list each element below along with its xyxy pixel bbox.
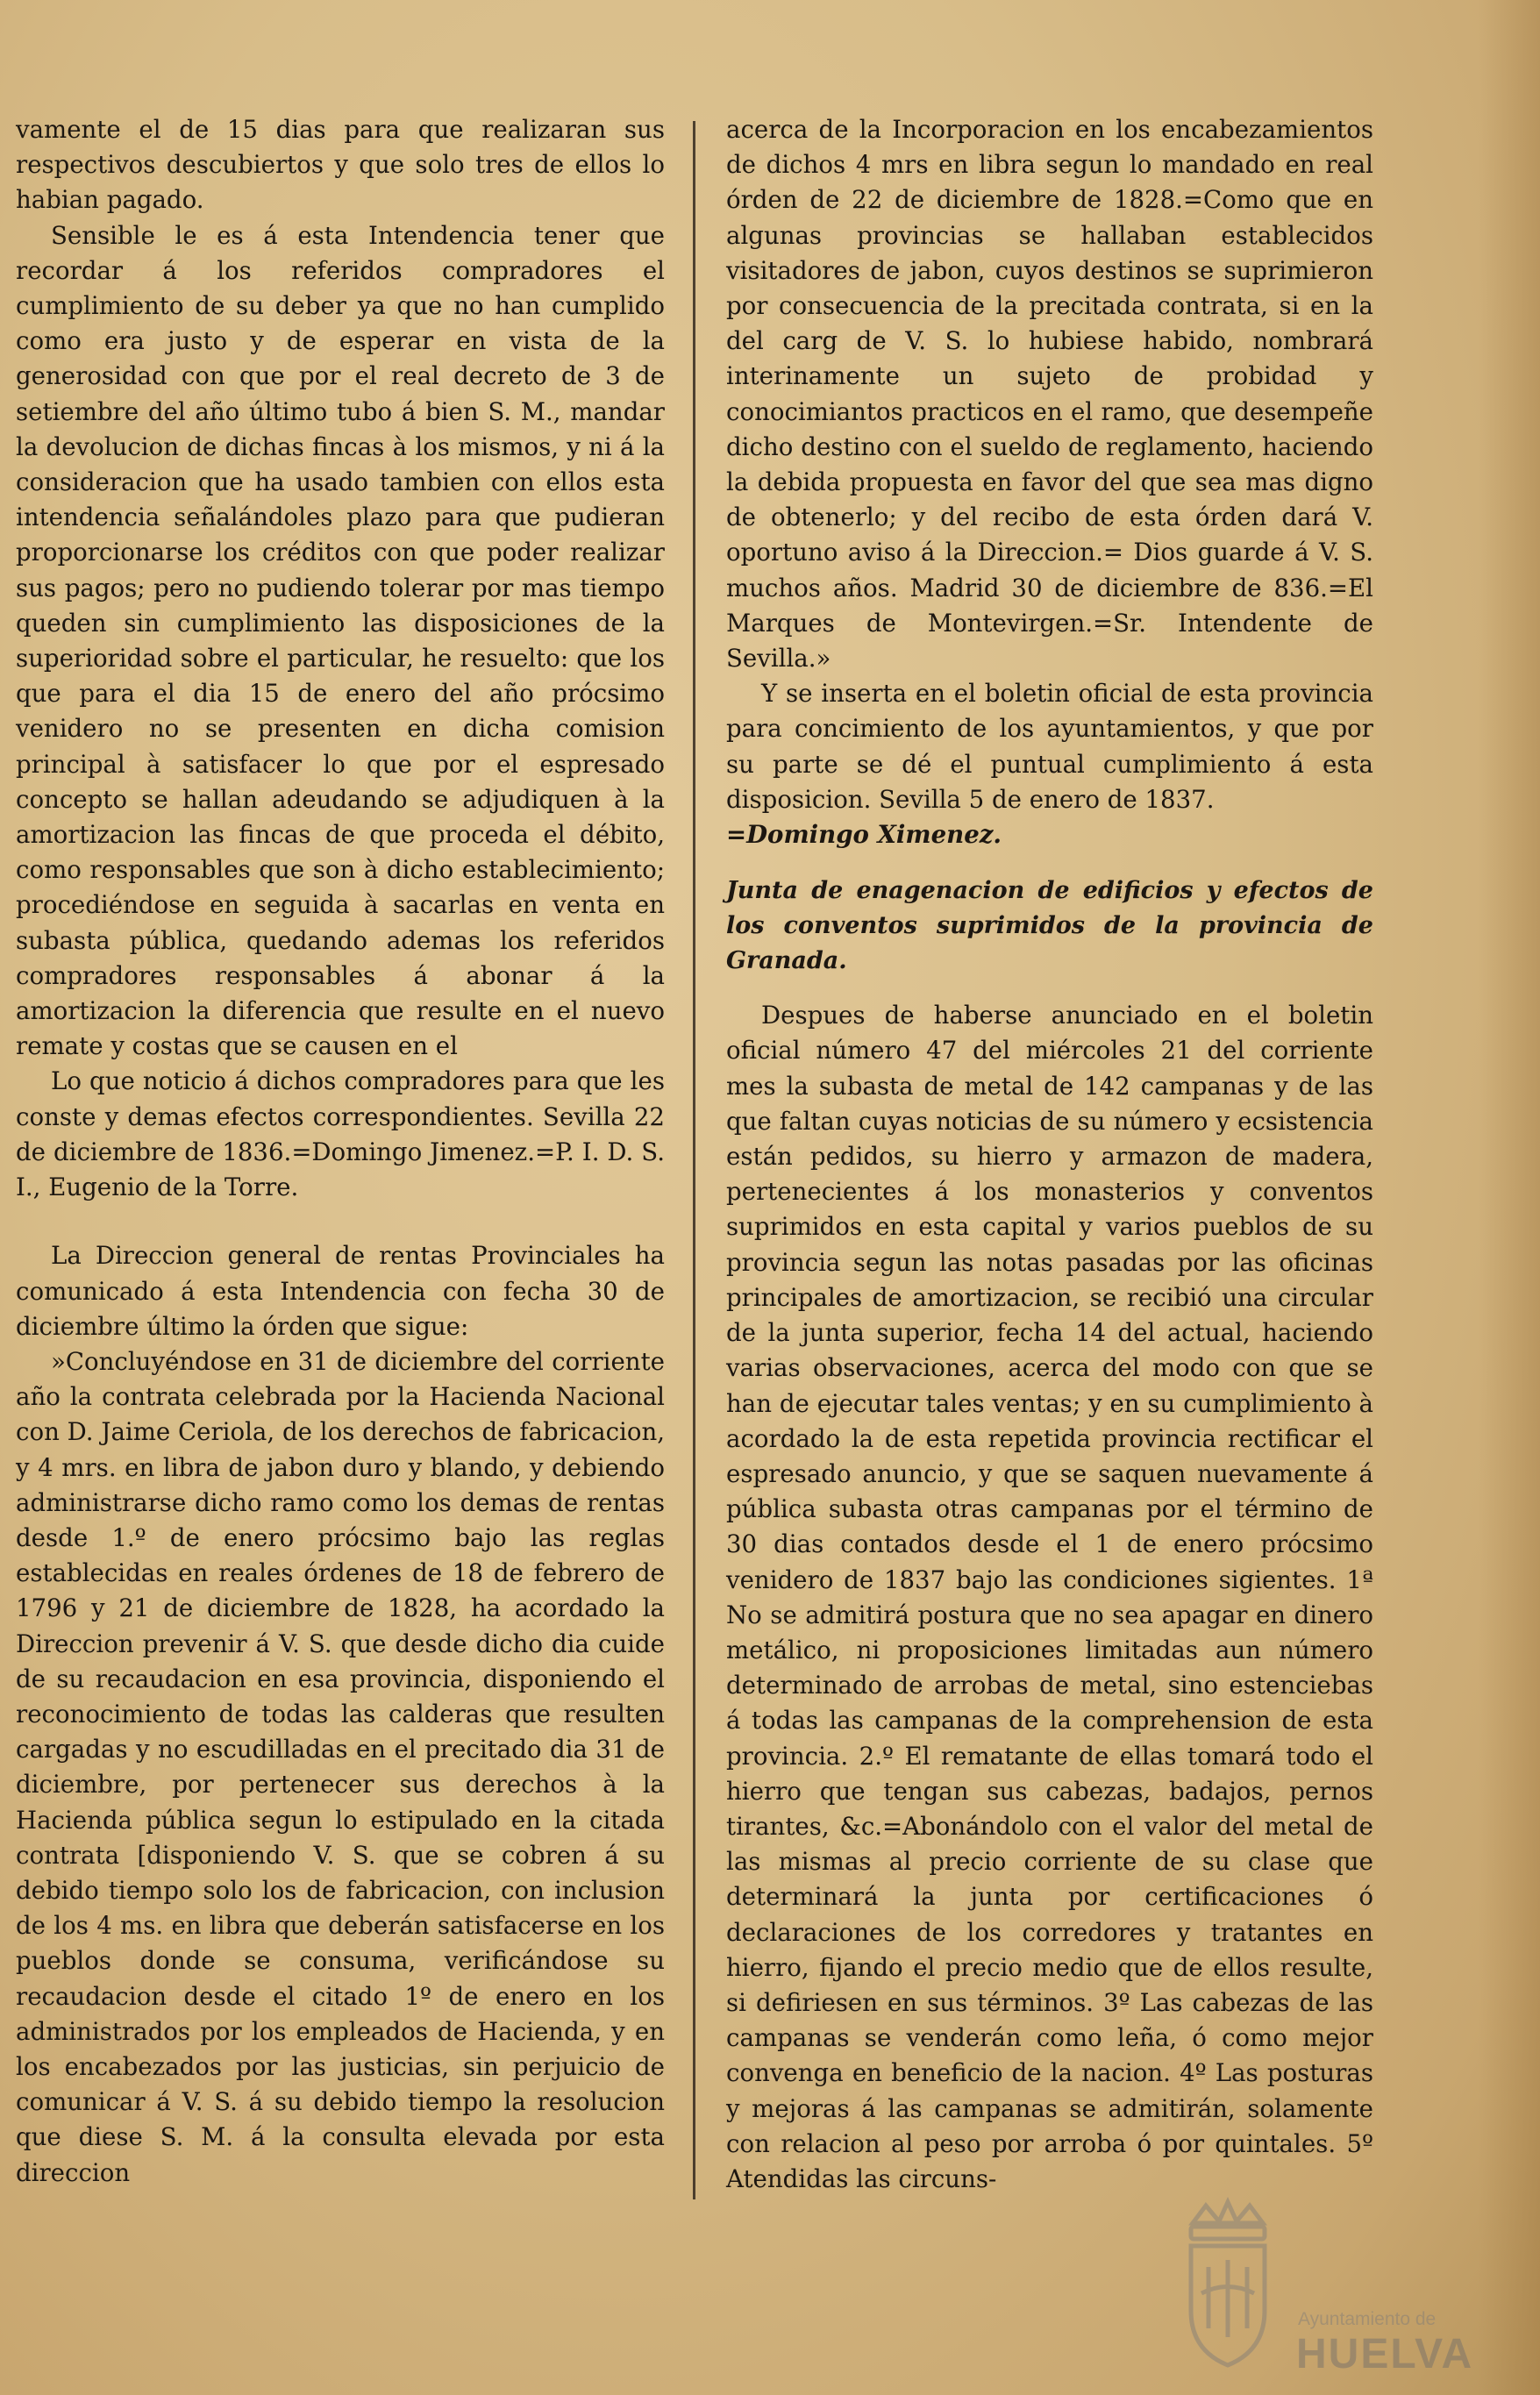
left-paragraph-4: La Direccion general de rentas Provinciales ha comunicado á esta Intendencia con fecha 30 de diciembre último la órden que sigue: (16, 1241, 665, 1341)
right-column (726, 112, 1373, 2197)
page-edge-shade (1479, 0, 1540, 2395)
right-paragraph-2: Y se inserta en el boletin oficial de esta provincia para concimiento de los ayuntamientos, y que por su parte se dé el puntual cumplimiento á esta disposicion. Sevilla 5 de enero de 1837. (726, 679, 1373, 814)
left-paragraph-1: vamente el de 15 dias para que realizaran sus respectivos descubiertos y que solo tres de ellos lo habian pagado. (16, 115, 665, 215)
section-gap (16, 1205, 665, 1238)
watermark-line-2: HUELVA (1296, 2331, 1474, 2377)
huelva-watermark (1175, 2197, 1508, 2381)
left-paragraph-2: Sensible le es á esta Intendencia tener que recordar á los referidos compradores el cumplimiento de su deber ya que no han cumplido como era justo y de esperar en vista de la generosidad con que por el real decreto de 3 de setiembre del año último tubo á bien S. M., mandar la devolucion de dichas fincas à los mismos, y ni á la consideracion que ha usado tambien con ellos esta intendencia señalándoles plazo para que pudieran proporcionarse los créditos con que poder realizar sus pagos; pero no pudiendo tolerar por mas tiempo queden sin cumplimiento las disposiciones de la superioridad sobre el particular, he resuelto: que los que para el dia 15 de enero del año prócsimo venidero no se presenten en dicha comision principal à satisfacer lo que por el espresado concepto se hallan adeudando se adjudiquen à la amortizacion las fincas de que proceda el débito, como responsables que son à dicho establecimiento; procediéndose en seguida à sacarlas en venta en subasta pública, quedando ademas los referidos compradores responsables á abonar á la amortizacion la diferencia que resulte en el nuevo remate y costas que se causen en el (16, 220, 665, 1061)
signature-domingo-ximenez: =Domingo Ximenez. (726, 820, 1002, 850)
right-paragraph-3: Despues de haberse anunciado en el boletin oficial número 47 del miércoles 21 del corriente mes la subasta de metal de 142 campanas y de las que faltan cuyas noticias de su número y ecsistencia están pedidos, su hierro y armazon de madera, pertenecientes á los monasterios y conventos suprimidos en esta capital y varios pueblos de su provincia segun las notas pasadas por las oficinas principales de amortizacion, se recibió una circular de la junta superior, fecha 14 del actual, haciendo varias observaciones, acerca del modo con que se han de ejecutar tales ventas; y en su cumplimiento à acordado la de esta repetida provincia rectificar el espresado anuncio, y que se saquen nuevamente á pública subasta otras campanas por el término de 30 dias contados desde el 1 de enero prócsimo venidero de 1837 bajo las condiciones sigientes. 1ª No se admitirá postura que no sea apagar en dinero metálico, ni proposiciones limitadas aun número determinado de arrobas de metal, sino estenciebas á todas las campanas de la comprehension de esta provincia. 2.º El rematante de ellas tomará todo el hierro que tengan sus cabezas, badajos, pernos tirantes, &c.=Abonándolo con el valor del metal de las mismas al precio corriente de su clase que determinará la junta por certificaciones ó declaraciones de los corredores y tratantes en hierro, fijando el precio medio que de ellos resulte, si defiriesen en sus términos. 3º Las cabezas de las campanas se venderán como leña, ó como mejor convenga en beneficio de la nacion. 4º Las posturas y mejoras á las campanas se admitirán, solamente con relacion al peso por arroba ó por quintales. 5º Atendidas las circuns- (726, 1001, 1373, 2193)
watermark-line-1: Ayuntamiento de (1298, 2309, 1437, 2329)
column-divider (693, 121, 695, 2199)
left-paragraph-3: Lo que noticio á dichos compradores para que les conste y demas efectos correspondientes. Sevilla 22 de diciembre de 1836.=Domingo Jimenez.=P. I. D. S. I., Eugenio de la Torre. (16, 1066, 665, 1202)
section-heading-junta: Junta de enagenacion de edificios y efectos de los conventos suprimidos de la provincia de Granada. (726, 877, 1373, 975)
huelva-coat-of-arms-icon (1175, 2197, 1280, 2372)
left-column (16, 112, 665, 2191)
right-paragraph-1: acerca de la Incorporacion en los encabezamientos de dichos 4 mrs en libra segun lo mandado en real órden de 22 de diciembre de 1828.=Como que en algunas provincias se hallaban establecidos visitadores de jabon, cuyos destinos se suprimieron por consecuencia de la precitada contrata, si en la del carg de V. S. lo hubiese habido, nombrará interinamente un sujeto de probidad y conocimiantos practicos en el ramo, que desempeñe dicho destino con el sueldo de reglamento, haciendo la debida propuesta en favor del que sea mas digno de obtenerlo; y del recibo de esta órden dará V. oportuno aviso á la Direccion.= Dios guarde á V. S. muchos años. Madrid 30 de diciembre de 836.=El Marques de Montevirgen.=Sr. Intendente de Sevilla.» (726, 115, 1373, 674)
left-paragraph-5: »Concluyéndose en 31 de diciembre del corriente año la contrata celebrada por la Hacienda Nacional con D. Jaime Ceriola, de los derechos de fabricacion, y 4 mrs. en libra de jabon duro y blando, y debiendo administrarse dicho ramo como los demas de rentas desde 1.º de enero prócsimo bajo las reglas establecidas en reales órdenes de 18 de febrero de 1796 y 21 de diciembre de 1828, ha acordado la Direccion prevenir á V. S. que desde dicho dia cuide de su recaudacion en esa provincia, disponiendo el reconocimiento de todas las calderas que resulten cargadas y no escudilladas en el precitado dia 31 de diciembre, por pertenecer sus derechos à la Hacienda pública segun lo estipulado en la citada contrata [disponiendo V. S. que se cobren á su debido tiempo solo los de fabricacion, con inclusion de los 4 ms. en libra que deberán satisfacerse en los pueblos donde se consuma, verificándose su recaudacion desde el citado 1º de enero en los administrados por los empleados de Hacienda, y en los encabezados por las justicias, sin perjuicio de comunicar á V. S. á su debido tiempo la resolucion que diese S. M. á la consulta elevada por esta direccion (16, 1346, 665, 2187)
